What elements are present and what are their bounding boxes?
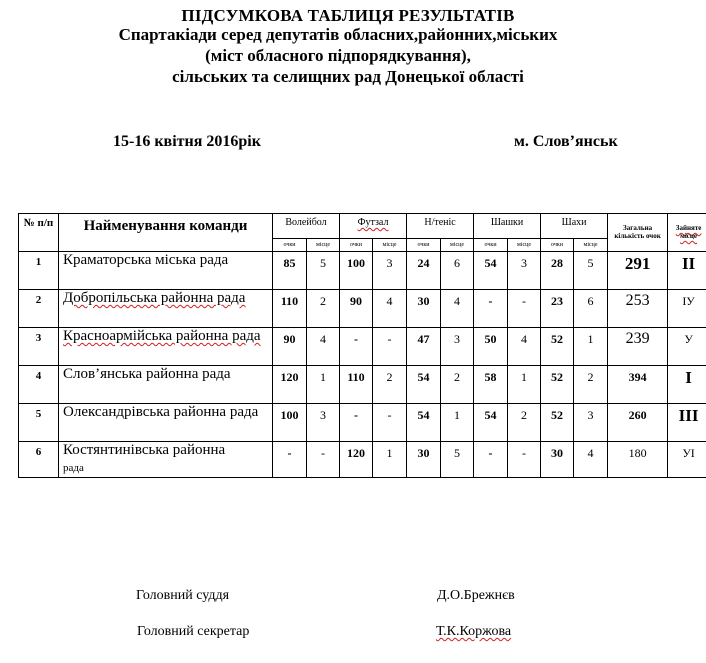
checkers-place: 4 [508, 328, 541, 366]
col-header-chess: Шахи [541, 214, 608, 239]
chess-points: 52 [541, 328, 574, 366]
total-points: 180 [608, 442, 668, 478]
doc-subtitle-line-3: сільських та селищних рад Донецької області [172, 67, 524, 86]
team-name: Слов’янська районна рада [59, 366, 273, 404]
sub-header-place: місце [373, 239, 407, 252]
futsal-place: - [373, 404, 407, 442]
volleyball-points: - [273, 442, 307, 478]
team-name: Красноармійська районна рада [63, 328, 261, 344]
final-place: III [668, 404, 706, 442]
table-row [19, 366, 706, 404]
tennis-place: 1 [441, 404, 474, 442]
col-header-place: Зайняте місце [675, 224, 702, 240]
futsal-points: 100 [340, 252, 373, 290]
chess-place: 5 [574, 252, 608, 290]
tennis-place: 4 [441, 290, 474, 328]
doc-title: ПІДСУМКОВА ТАБЛИЦЯ РЕЗУЛЬТАТІВ [181, 6, 515, 25]
tennis-place: 3 [441, 328, 474, 366]
futsal-points: 90 [340, 290, 373, 328]
volleyball-place: 2 [307, 290, 340, 328]
futsal-place: 3 [373, 252, 407, 290]
futsal-place: 1 [373, 442, 407, 478]
table-row [19, 252, 706, 290]
row-number: 1 [19, 252, 59, 290]
col-header-futsal: Футзал [357, 217, 389, 228]
chess-place: 3 [574, 404, 608, 442]
results-table [18, 213, 706, 478]
checkers-place: - [508, 290, 541, 328]
total-points: 253 [608, 290, 668, 328]
tennis-place: 6 [441, 252, 474, 290]
col-header-checkers: Шашки [474, 214, 541, 239]
volleyball-points: 100 [273, 404, 307, 442]
checkers-place: 1 [508, 366, 541, 404]
col-header-table-tennis: Н/теніс [407, 214, 474, 239]
table-row [19, 404, 706, 442]
event-city: м. Слов’янськ [514, 133, 618, 150]
futsal-place: - [373, 328, 407, 366]
futsal-place: 4 [373, 290, 407, 328]
row-number: 3 [19, 328, 59, 366]
team-name-suffix: рада [63, 462, 84, 474]
sub-header-place: місце [574, 239, 608, 252]
team-name: Краматорська міська рада [59, 252, 273, 290]
futsal-place: 2 [373, 366, 407, 404]
col-header-total: Загальна кількість очок [608, 214, 668, 252]
volleyball-points: 90 [273, 328, 307, 366]
final-place: II [668, 252, 706, 290]
volleyball-place: 5 [307, 252, 340, 290]
chess-points: 28 [541, 252, 574, 290]
chess-place: 2 [574, 366, 608, 404]
sub-header-points: очки [541, 239, 574, 252]
row-number: 2 [19, 290, 59, 328]
sub-header-points: очки [407, 239, 441, 252]
chess-points: 52 [541, 404, 574, 442]
sub-header-place: місце [508, 239, 541, 252]
volleyball-points: 120 [273, 366, 307, 404]
volleyball-place: - [307, 442, 340, 478]
team-name: Олександрівська районна рада [59, 404, 273, 442]
team-name: Добропільська районна рада [63, 290, 246, 306]
total-points: 239 [608, 328, 668, 366]
checkers-place: 3 [508, 252, 541, 290]
volleyball-place: 3 [307, 404, 340, 442]
tennis-place: 2 [441, 366, 474, 404]
event-date: 15-16 квітня 2016рік [113, 133, 261, 150]
chess-place: 1 [574, 328, 608, 366]
table-row [19, 290, 706, 328]
col-header-volleyball: Волейбол [273, 214, 340, 239]
tennis-points: 24 [407, 252, 441, 290]
chief-judge-label: Головний суддя [136, 588, 230, 603]
checkers-points: 58 [474, 366, 508, 404]
team-name: Костянтинівська районна [63, 442, 226, 458]
total-points: 260 [608, 404, 668, 442]
chief-judge-name: Д.О.Брежнєв [437, 588, 515, 603]
volleyball-place: 1 [307, 366, 340, 404]
volleyball-points: 85 [273, 252, 307, 290]
col-header-team: Найменування команди [59, 214, 273, 252]
checkers-points: - [474, 442, 508, 478]
chief-secretary-name: Т.К.Коржова [436, 624, 512, 639]
doc-subtitle-line-1: Спартакіади серед депутатів обласних,районних,міських [118, 25, 558, 44]
total-points: 394 [608, 366, 668, 404]
futsal-points: 110 [340, 366, 373, 404]
tennis-points: 54 [407, 404, 441, 442]
sub-header-points: очки [273, 239, 307, 252]
tennis-points: 54 [407, 366, 441, 404]
sub-header-points: очки [474, 239, 508, 252]
tennis-place: 5 [441, 442, 474, 478]
checkers-place: 2 [508, 404, 541, 442]
checkers-points: - [474, 290, 508, 328]
futsal-points: - [340, 328, 373, 366]
checkers-place: - [508, 442, 541, 478]
futsal-points: 120 [340, 442, 373, 478]
checkers-points: 50 [474, 328, 508, 366]
row-number: 6 [19, 442, 59, 478]
chess-place: 6 [574, 290, 608, 328]
final-place: I [668, 366, 706, 404]
tennis-points: 30 [407, 290, 441, 328]
final-place: УІ [668, 442, 706, 478]
checkers-points: 54 [474, 252, 508, 290]
total-points: 291 [608, 252, 668, 290]
table-row [19, 442, 706, 478]
doc-subtitle-line-2: (міст обласного підпорядкування), [205, 46, 471, 65]
sub-header-place: місце [307, 239, 340, 252]
tennis-points: 47 [407, 328, 441, 366]
volleyball-points: 110 [273, 290, 307, 328]
volleyball-place: 4 [307, 328, 340, 366]
chess-points: 30 [541, 442, 574, 478]
chief-secretary-label: Головний секретар [137, 624, 250, 639]
sub-header-points: очки [340, 239, 373, 252]
row-number: 4 [19, 366, 59, 404]
final-place: ІУ [668, 290, 706, 328]
chess-points: 23 [541, 290, 574, 328]
chess-points: 52 [541, 366, 574, 404]
final-place: У [668, 328, 706, 366]
chess-place: 4 [574, 442, 608, 478]
col-header-number: № п/п [19, 214, 59, 252]
sub-header-place: місце [441, 239, 474, 252]
row-number: 5 [19, 404, 59, 442]
tennis-points: 30 [407, 442, 441, 478]
futsal-points: - [340, 404, 373, 442]
table-row [19, 328, 706, 366]
checkers-points: 54 [474, 404, 508, 442]
